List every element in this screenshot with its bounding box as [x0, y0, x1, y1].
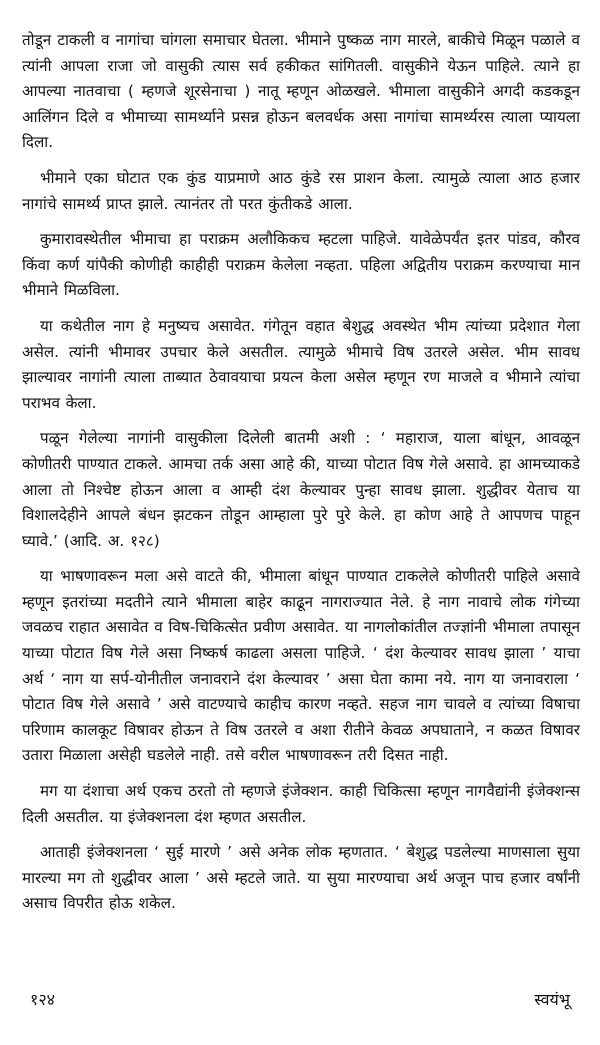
paragraph: तोडून टाकली व नागांचा चांगला समाचार घेतला. भीमाने पुष्कळ नाग मारले, बाकीचे मिळून पळाले व त्यांनी आपला राजा जो वासुकी त्यास सर्व हकीकत सांगितली. वासुकीने येऊन पाहिले. त्याने हा आपल्या नातवाचा ( म्हणजे शूरसेनाचा ) नातू म्हणून ओळखले. भीमाला वासुकीने अगदी कडकडून आलिंगन दिले व भीमाच्या सामर्थ्याने प्रसन्न होऊन बलवर्धक असा नागांचा सामर्थ्यरस त्याला प्यायला दिला.	[22, 31, 580, 152]
paragraph: कुमारावस्थेतील भीमाचा हा पराक्रम अलौकिकच म्हटला पाहिजे. यावेळेपर्यंत इतर पांडव, कौरव किंवा कर्ण यांपैकी कोणीही काहीही पराक्रम केलेला नव्हता. पहिला अद्वितीय पराक्रम करण्याचा मान भीमाने मिळविला.	[22, 230, 580, 300]
paragraph: या कथेतील नाग हे मनुष्यच असावेत. गंगेतून वहात बेशुद्ध अवस्थेत भीम त्यांच्या प्रदेशात गेला असेल. त्यांनी भीमावर उपचार केले असतील. त्यामुळे भीमाचे विष उतरले असेल. भीम सावध झाल्यावर नागांनी त्याला ताब्यात ठेवावयाचा प्रयत्न केला असेल म्हणून रण माजले व भीमाने त्यांचा पराभव केला.	[22, 316, 580, 412]
page-body	[22, 28, 580, 1028]
book-title: स्वयंभू	[534, 990, 570, 1009]
paragraph: या भाषणावरून मला असे वाटते की, भीमाला बांधून पाण्यात टाकलेले कोणीतरी पाहिले असावे म्हणून इतरांच्या मदतीने त्याने भीमाला बाहेर काढून नागराज्यात नेले. हे नाग नावाचे लोक गंगेच्या जवळच राहात असावेत व विष-चिकित्सेत प्रवीण असावेत. या नागलोकांतील तज्ज्ञांनी भीमाला तपासून याच्या पोटात विष गेले असा निष्कर्ष काढला असला पाहिजे. ‘ दंश केल्यावर सावध झाला ’ याचा अर्थ ‘ नाग या सर्प-योनीतील जनावराने दंश केल्यावर ’ असा घेता कामा नये. नाग या जनावराला ‘ पोटात विष गेले असावे ’ असे वाटण्याचे काहीच कारण नव्हते. सहज नाग चावले व त्यांच्या विषाचा परिणाम कालकूट विषावर होऊन ते विष उतरले व अशा रीतीने केवळ अपघाताने, न कळत विषावर उतारा मिळाला असेही घडलेले नाही. तसे वरील भाषणावरून तरी दिसत नाही.	[22, 567, 580, 765]
page-number: १२४	[30, 990, 55, 1009]
paragraph: आताही इंजेक्शनला ‘ सुई मारणे ’ असे अनेक लोक म्हणतात. ‘ बेशुद्ध पडलेल्या माणसाला सुया मारल्या मग तो शुद्धीवर आला ’ असे म्हटले जाते. या सुया मारण्याचा अर्थ अजून पाच हजार वर्षांनी असाच विपरीत होऊ शकेल.	[22, 843, 580, 913]
paragraph: पळून गेलेल्या नागांनी वासुकीला दिलेली बातमी अशी : ‘ महाराज, याला बांधून, आवळून कोणीतरी पाण्यात टाकले. आमचा तर्क असा आहे की, याच्या पोटात विष गेले असावे. हा आमच्याकडे आला तो निश्चेष्ट होऊन आला व आम्ही दंश केल्यावर पुन्हा सावध झाला. शुद्धीवर येताच या विशालदेहीने आपले बंधन झटकन तोडून आम्हाला पुरे पुरे केले. हा कोण आहे ते आपणच पाहून घ्यावे.’ (आदि. अ. १२८)	[22, 429, 580, 550]
paragraph: मग या दंशाचा अर्थ एकच ठरतो तो म्हणजे इंजेक्शन. काही चिकित्सा म्हणून नागवैद्यांनी इंजेक्शन्स दिली असतील. या इंजेक्शनला दंश म्हणत असतील.	[22, 782, 580, 826]
paragraph: भीमाने एका घोटात एक कुंड याप्रमाणे आठ कुंडे रस प्राशन केला. त्यामुळे त्याला आठ हजार नागांचे सामर्थ्य प्राप्त झाले. त्यानंतर तो परत कुंतीकडे आला.	[22, 168, 580, 213]
page-footer	[30, 988, 570, 1010]
